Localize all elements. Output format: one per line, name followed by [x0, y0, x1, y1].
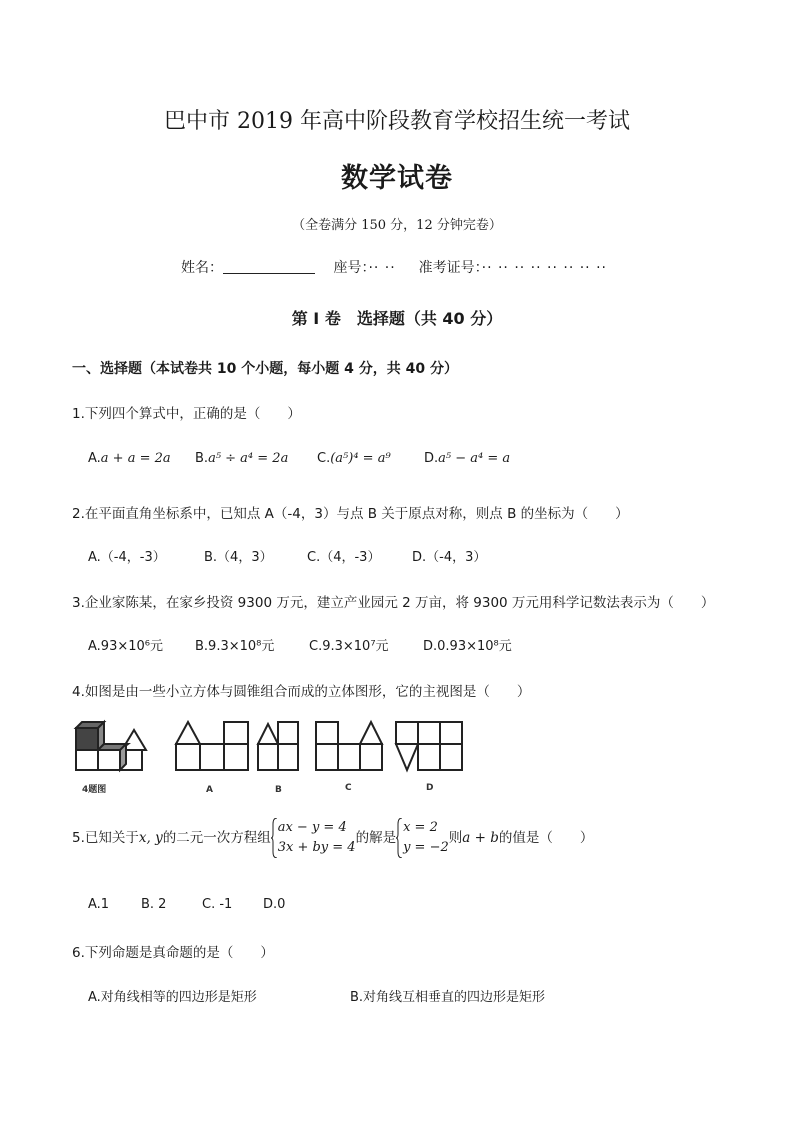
q5-stem: 5.已知关于x, y的二元一次方程组 ax − y = 4 3x + by = 4 的解是 x = 2 y = −2 则a + b的值是（ ）: [72, 818, 593, 858]
exam-number-label: 准考证号：: [418, 260, 482, 276]
q5-option-c: C. -1: [202, 897, 233, 912]
q1-option-d: D.a⁵ − a⁴ = a: [424, 451, 511, 466]
subject-title: 数学试卷: [341, 163, 453, 194]
q5-sol2: y = −2: [403, 840, 449, 855]
exam-number-dots: ·· ·· ·· ·· ·· ·· ·· ··: [481, 260, 607, 276]
q4-label-c: C: [345, 783, 352, 793]
q4-figure-d: [396, 722, 462, 770]
name-label: 姓名：: [181, 260, 223, 276]
q5-expr: a + b: [462, 830, 499, 846]
q3-stem: 3.企业家陈某，在家乡投资 9300 万元，建立产业园元 2 万亩，将 9300 万元用科学记数法表示为（ ）: [72, 595, 715, 611]
q1-d-math: a⁵ − a⁴ = a: [438, 451, 511, 466]
q4-figure-caption: 4题图: [82, 785, 107, 795]
q5-sol1: x = 2: [403, 820, 438, 835]
q3-option-a: A.93×10⁶元: [88, 639, 163, 654]
seat-dots: ·· ··: [368, 260, 396, 276]
q1-c-math: (a⁵)⁴ = a⁹: [330, 451, 391, 466]
q4-figure-b: [258, 722, 298, 770]
q1-option-a: A.a + a = 2a: [88, 451, 171, 466]
q4-figure-c: [316, 722, 382, 770]
name-blank: [223, 259, 315, 274]
q5-solution-system: [396, 818, 449, 858]
q6-stem: 6.下列命题是真命题的是（ ）: [72, 945, 274, 961]
candidate-info-row: [181, 257, 607, 277]
q5-eq2: 3x + by = 4: [277, 840, 356, 855]
score-note: （全卷满分 150 分，12 分钟完卷）: [292, 218, 502, 233]
q5-brace-icon: [271, 818, 277, 858]
q4-label-b: B: [275, 785, 282, 795]
section-heading: 一、选择题（本试卷共 10 个小题，每小题 4 分，共 40 分）: [72, 361, 458, 377]
q5-eq1: ax − y = 4: [277, 820, 347, 835]
q1-b-math: a⁵ ÷ a⁴ = 2a: [208, 451, 289, 466]
q1-a-math: a + a = 2a: [100, 451, 171, 466]
q3-option-d: D.0.93×10⁸元: [423, 639, 512, 654]
q6-option-b: B.对角线互相垂直的四边形是矩形: [350, 990, 546, 1005]
q2-stem: 2.在平面直角坐标系中，已知点 A（-4，3）与点 B 关于原点对称，则点 B 的坐标为（ ）: [72, 506, 629, 522]
q3-option-b: B.9.3×10⁸元: [195, 639, 275, 654]
q5-option-a: A.1: [88, 897, 110, 912]
q5-equation-system: [271, 818, 356, 858]
q2-option-d: D.（-4，3）: [412, 550, 487, 565]
q2-option-b: B.（4，3）: [204, 550, 273, 565]
q4-figures: [72, 716, 472, 796]
q1-stem: 1.下列四个算式中，正确的是（ ）: [72, 406, 301, 422]
q4-solid-figure: [76, 722, 146, 770]
part-heading: 第 I 卷 选择题（共 40 分）: [291, 309, 503, 328]
q4-label-d: D: [426, 783, 434, 793]
q1-option-c: C.(a⁵)⁴ = a⁹: [317, 451, 391, 466]
q5-option-b: B. 2: [141, 897, 167, 912]
q4-label-a: A: [206, 785, 213, 795]
q5-vars: x, y: [138, 830, 163, 846]
q4-figure-a: [176, 722, 248, 770]
q3-option-c: C.9.3×10⁷元: [309, 639, 389, 654]
q5-solution-brace-icon: [396, 818, 402, 858]
q4-stem: 4.如图是由一些小立方体与圆锥组合而成的立体图形，它的主视图是（ ）: [72, 684, 531, 700]
q2-option-a: A.（-4，-3）: [88, 550, 166, 565]
exam-title: 巴中市 2019 年高中阶段教育学校招生统一考试: [164, 109, 630, 134]
q1-option-b: B.a⁵ ÷ a⁴ = 2a: [195, 451, 289, 466]
q6-option-a: A.对角线相等的四边形是矩形: [88, 990, 257, 1005]
q2-option-c: C.（4，-3）: [307, 550, 381, 565]
seat-label: 座号：: [333, 260, 369, 276]
q5-option-d: D.0: [263, 897, 286, 912]
